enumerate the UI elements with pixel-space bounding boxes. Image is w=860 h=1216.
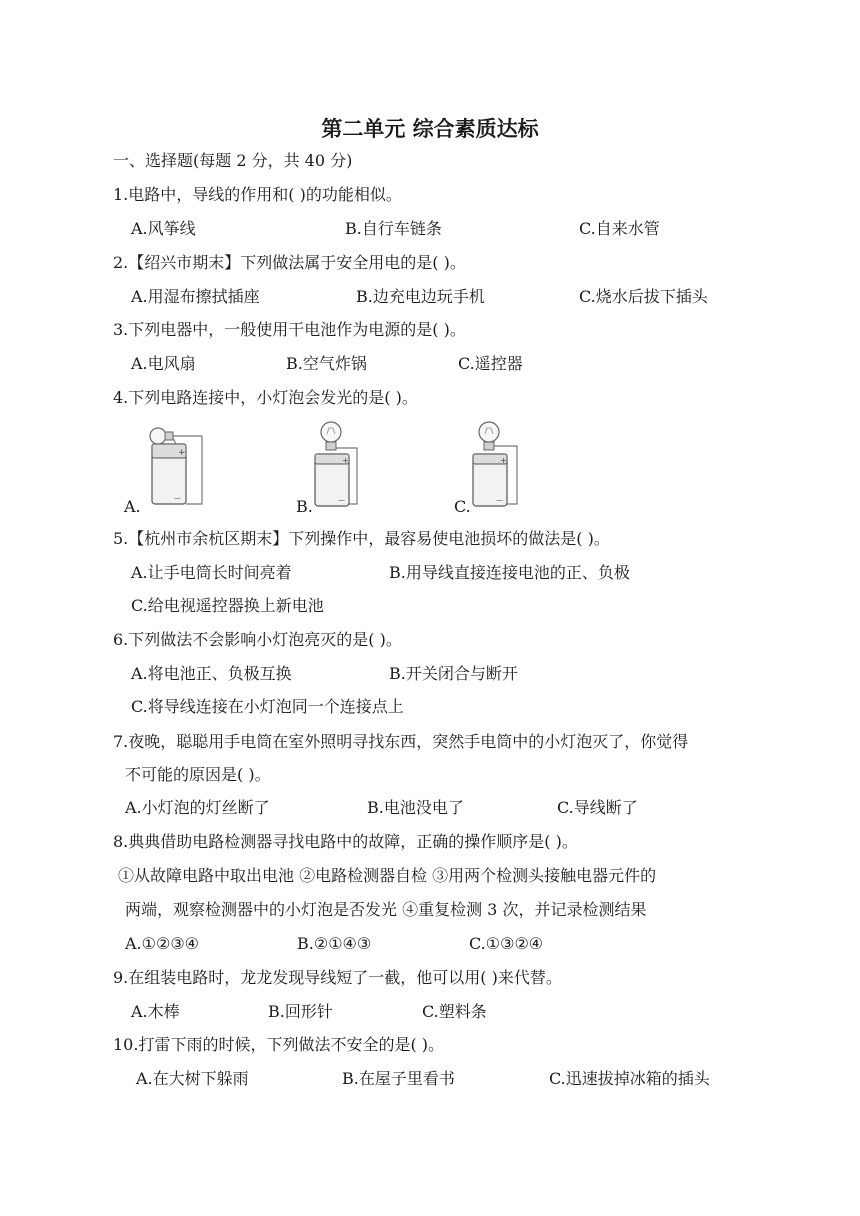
question-7-option-c: C.导线断了 [557,798,638,817]
question-8-steps-line-1: ①从故障电路中取出电池 ②电路检测器自检 ③用两个检测头接触电器元件的 [118,866,657,885]
battery-c-minus: — [496,496,503,504]
bulb-a [150,428,166,444]
question-7-stem-line-1: 7.夜晚，聪聪用手电筒在室外照明寻找东西，突然手电筒中的小灯泡灭了，你觉得 [113,732,689,751]
question-3-stem: 3.下列电器中，一般使用干电池作为电源的是( )。 [113,320,466,339]
question-4-option-b: B. [296,497,313,516]
question-10-option-b: B.在屋子里看书 [342,1069,455,1088]
question-3-option-b: B.空气炸锅 [286,354,367,373]
question-10-option-c: C.迅速拔掉冰箱的插头 [549,1069,710,1088]
question-8-steps-line-2: 两端，观察检测器中的小灯泡是否发光 ④重复检测 3 次，并记录检测结果 [125,900,647,919]
question-5-option-c: C.给电视遥控器换上新电池 [131,596,324,615]
question-5-option-b: B.用导线直接连接电池的正、负极 [389,563,630,582]
question-3-option-a: A.电风扇 [131,354,196,373]
bulb-b [321,422,341,442]
battery-a-plus: + [178,448,186,458]
battery-a-minus: — [174,494,181,502]
question-6-option-b: B.开关闭合与断开 [389,664,518,683]
question-8-option-b: B.②①④③ [297,934,372,953]
question-6-stem: 6.下列做法不会影响小灯泡亮灭的是( )。 [113,630,402,649]
battery-c-plus: + [500,456,507,465]
question-2-option-a: A.用湿布擦拭插座 [131,287,260,306]
battery-b-plus: + [342,456,349,465]
question-8-option-a: A.①②③④ [125,934,200,953]
question-10-stem: 10.打雷下雨的时候，下列做法不安全的是( )。 [113,1035,445,1054]
battery-b-minus: — [338,496,345,504]
question-2-stem: 2.【绍兴市期末】下列做法属于安全用电的是( )。 [113,253,466,272]
question-1-option-c: C.自来水管 [579,219,660,238]
question-10-option-a: A.在大树下躲雨 [136,1069,249,1088]
circuit-a-figure [140,422,210,510]
question-7-option-b: B.电池没电了 [367,798,464,817]
question-1-option-b: B.自行车链条 [345,219,442,238]
question-9-option-b: B.回形针 [268,1002,333,1021]
question-5-option-a: A.让手电筒长时间亮着 [131,563,292,582]
page-title: 第二单元 综合素质达标 [321,117,539,141]
question-1-stem: 1.电路中，导线的作用和( )的功能相似。 [113,185,402,204]
question-9-stem: 9.在组装电路时，龙龙发现导线短了一截，他可以用( )来代替。 [113,968,562,987]
question-2-option-c: C.烧水后拔下插头 [579,287,708,306]
question-4-stem: 4.下列电路连接中，小灯泡会发光的是( )。 [113,388,418,407]
question-7-stem-line-2: 不可能的原因是( )。 [125,765,271,784]
question-5-stem: 5.【杭州市余杭区期末】下列操作中，最容易使电池损坏的做法是( )。 [113,529,610,548]
question-3-option-c: C.遥控器 [458,354,523,373]
section-heading: 一、选择题(每题 2 分，共 40 分) [113,151,353,170]
question-2-option-b: B.边充电边玩手机 [356,287,485,306]
question-1-option-a: A.风筝线 [131,219,196,238]
question-6-option-a: A.将电池正、负极互换 [131,664,292,683]
question-8-stem: 8.典典借助电路检测器寻找电路中的故障，正确的操作顺序是( )。 [113,832,578,851]
question-4-option-a: A. [124,497,141,516]
question-9-option-c: C.塑料条 [422,1002,487,1021]
bulb-c [479,422,499,442]
question-7-option-a: A.小灯泡的灯丝断了 [125,798,270,817]
question-4-option-c: C. [454,497,471,516]
circuit-b-figure [305,418,365,510]
question-8-option-c: C.①③②④ [469,934,544,953]
question-9-option-a: A.木棒 [131,1002,180,1021]
question-6-option-c: C.将导线连接在小灯泡同一个连接点上 [131,697,404,716]
circuit-c-figure [463,418,523,510]
